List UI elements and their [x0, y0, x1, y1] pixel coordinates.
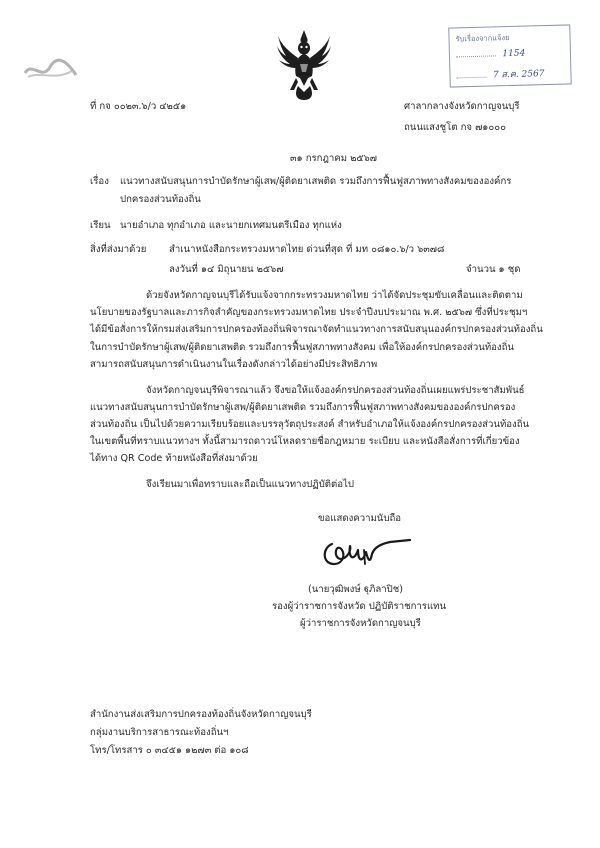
attachment-label: สิ่งที่ส่งมาด้วย [90, 244, 147, 255]
footer-phone: โทร/โทรสาร ๐ ๓๔๕๑ ๑๒๗๓ ต่อ ๑๐๘ [90, 745, 249, 756]
registration-stamp [448, 24, 572, 87]
body-p1-line-3: ได้มีข้อสั่งการให้กรมส่งเสริมการปกครองท้องถิ่นพิจารณาจัดทำแนวทางการสนับสนุนองค์กรปกครองส่วนท้องถิ่น [90, 324, 543, 335]
signatory-position-2: ผู้ว่าราชการจังหวัดกาญจนบุรี [300, 618, 421, 629]
letter-date: ๓๑ กรกฎาคม ๒๕๖๗ [290, 153, 377, 164]
garuda-emblem-icon [276, 28, 332, 102]
body-p2-line-5: ได้ทาง QR Code ท้ายหนังสือที่ส่งมาด้วย [90, 453, 258, 464]
reference-number: ที่ กจ ๐๐๒๓.๖/ว ๔๒๕๑ [90, 101, 187, 112]
attachment-count: จำนวน ๑ ชุด [466, 264, 521, 275]
stamp-number: 1154 [502, 48, 526, 60]
subject-label: เรื่อง [90, 176, 109, 187]
signatory-position-1: รองผู้ว่าราชการจังหวัด ปฏิบัติราชการแทน [272, 601, 447, 612]
body-p2-line-2: แนวทางสนับสนุนการบำบัดรักษาผู้เสพ/ผู้ติดยาเสพติด รวมถึงการฟื้นฟูสภาพทางสังคมขององค์กรปกครอง [90, 402, 516, 413]
footer-department: สำนักงานส่งเสริมการปกครองท้องถิ่นจังหวัดกาญจนบุรี [90, 709, 312, 720]
body-p1-line-2: นโยบายของรัฐบาลและภารกิจสำคัญของกระทรวงมหาดไทย ประจำปีงบประมาณ พ.ศ. ๒๕๖๗ ซึ่งที่ประชุมฯ [90, 307, 528, 318]
closing-line: จึงเรียนมาเพื่อทราบและถือเป็นแนวทางปฏิบัติต่อไป [146, 479, 354, 490]
handwritten-signature-icon [318, 530, 418, 574]
body-p1-line-4: ในการบำบัดรักษาผู้เสพ/ผู้ติดยาเสพติด รวมถึงการฟื้นฟูสภาพทางสังคม เพื่อให้องค์กรปกครองส่วนท้องถิ่น [90, 342, 514, 353]
salutation-label: เรียน [90, 220, 111, 231]
attachment-date: ลงวันที่ ๑๔ มิถุนายน ๒๕๖๗ [169, 264, 284, 275]
salutation-text: นายอำเภอ ทุกอำเภอ และนายกเทศมนตรีเมือง ทุกแห่ง [120, 220, 342, 231]
footer-group: กลุ่มงานบริการสาธารณะท้องถิ่นฯ [90, 727, 229, 738]
body-p2-line-3: ส่วนท้องถิ่น เป็นไปด้วยความเรียบร้อยและบรรลุวัตถุประสงค์ สำหรับอำเภอให้แจ้งองค์กรปกครองส่วนท้องถิ่น [90, 419, 530, 430]
body-p2-line-1: จังหวัดกาญจนบุรีพิจารณาแล้ว จึงขอให้แจ้งองค์กรปกครองส่วนท้องถิ่นเผยแพร่ประชาสัมพันธ์ [146, 385, 525, 396]
ink-smudge-icon [20, 55, 80, 85]
attachment-text: สำเนาหนังสือกระทรวงมหาดไทย ด่วนที่สุด ที่ มท ๐๘๑๐.๖/ว ๖๓๗๘ [169, 244, 445, 255]
body-p2-line-4: ในเขตพื้นที่ทราบแนวทางฯ ทั้งนี้สามารถดาวน์โหลดรายชื่อกฎหมาย ระเบียบ และหนังสือสั่งการที่เกี่ยวข้อง [90, 436, 520, 447]
stamp-line-1: รับเรื่องจากแจ้งย [455, 33, 510, 44]
signatory-name: (นายวุฒิพงษ์ ฐุภิลาปิช) [308, 584, 403, 595]
regards-line: ขอแสดงความนับถือ [318, 513, 402, 524]
office-address: ถนนแสงชูโต กจ ๗๑๐๐๐ [404, 122, 506, 133]
body-p1-line-1: ด้วยจังหวัดกาญจนบุรีได้รับแจ้งจากกระทรวงมหาดไทย ว่าได้จัดประชุมขับเคลื่อนและติดตาม [146, 290, 523, 301]
office-name: ศาลากลางจังหวัดกาญจนบุรี [404, 101, 520, 112]
body-p1-line-5: สามารถสนับสนุนการดำเนินงานในเรื่องดังกล่าวได้อย่างมีประสิทธิภาพ [90, 359, 378, 370]
subject-line-1: แนวทางสนับสนุนการบำบัดรักษาผู้เสพ/ผู้ติดยาเสพติด รวมถึงการฟื้นฟูสภาพทางสังคมขององค์กร [120, 176, 512, 187]
stamp-date: 7 ส.ค. 2567 [492, 69, 545, 81]
subject-line-2: ปกครองส่วนท้องถิ่น [120, 194, 201, 205]
